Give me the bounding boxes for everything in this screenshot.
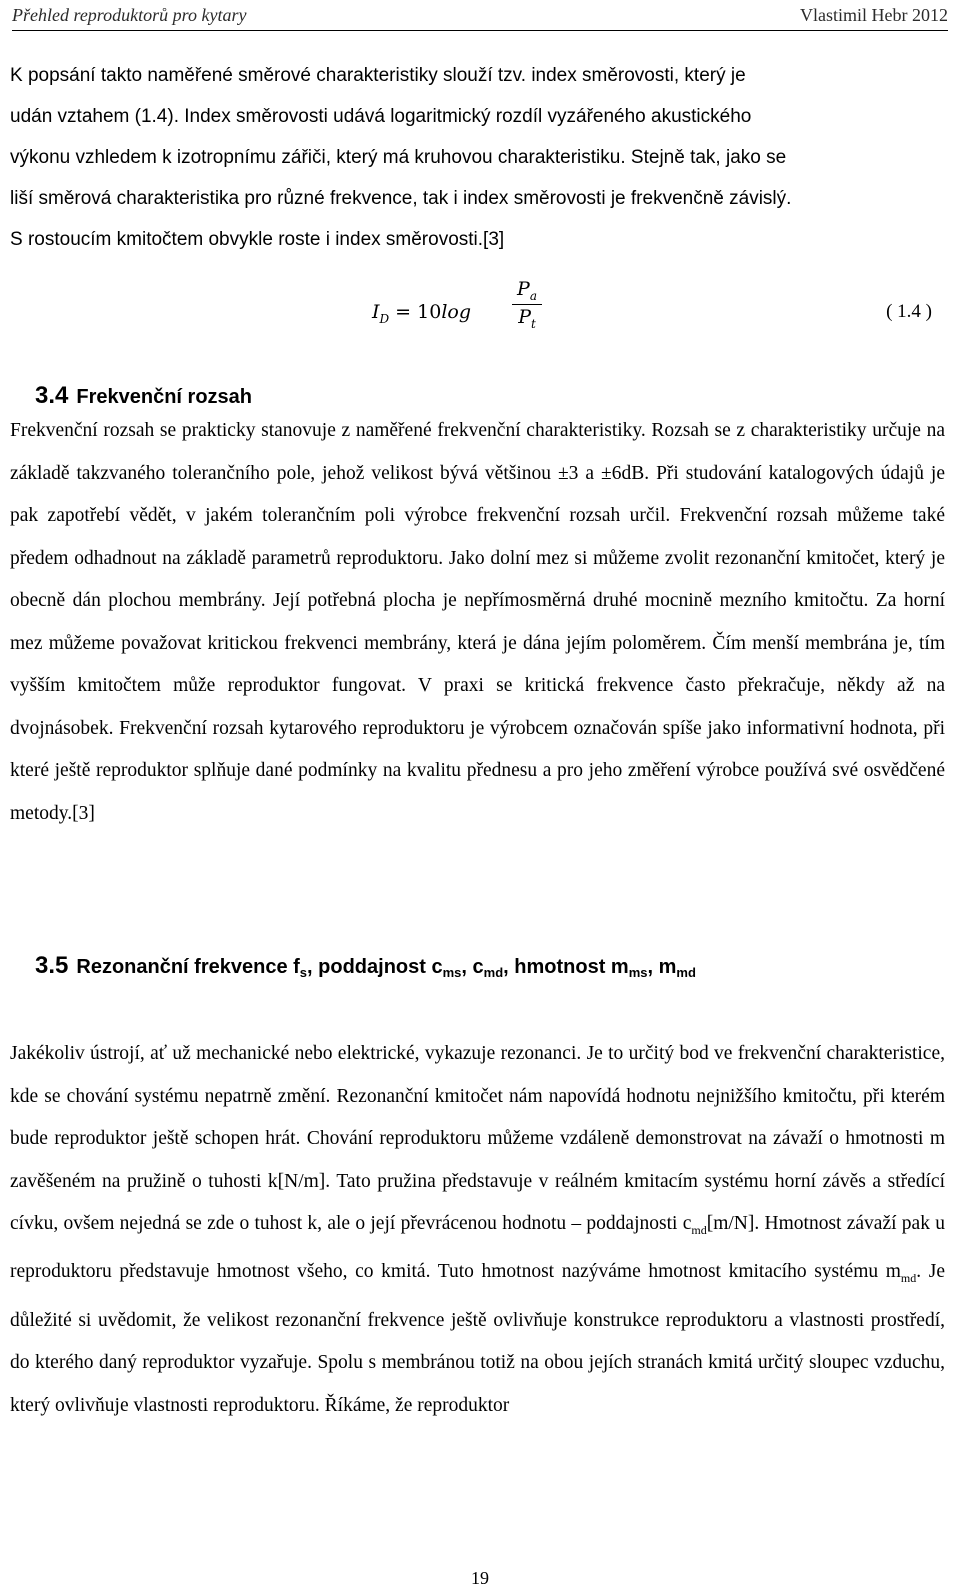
section-number: 3.4 <box>35 382 69 409</box>
equation-lhs <box>372 301 471 326</box>
intro-line-5: S rostoucím kmitočtem obvykle roste i index směrovosti.[3] <box>10 229 505 250</box>
intro-paragraph <box>10 55 945 260</box>
para-part-c: . Je důležité si uvědomit, že velikost rezonanční frekvence ještě ovlivňuje konstrukce reproduktoru a vlastnosti prostředí, do kterého daný reproduktor vyzařuje. Spolu s membránou totiž na obou jejích stranách kmitá určitý sloupec vzduchu, který ovlivňuje vlastnosti reproduktoru. Říkáme, že reproduktor <box>10 1261 945 1416</box>
section-3-4-paragraph: Frekvenční rozsah se prakticky stanovuje z naměřené frekvenční charakteristiky. Rozsah se z charakteristiky určuje na základě takzvaného tolerančního pole, jehož velikost bývá většinou ±3 a ±6dB. Při studování katalogových údajů je pak zapotřebí vědět, v jakém tolerančním poli výrobce frekvenční rozsah určil. Frekvenční rozsah můžeme také předem odhadnout na základě parametrů reproduktoru. Jako dolní mez si můžeme zvolit rezonanční kmitočet, který je obecně dán plochou membrány. Její potřebná plocha je nepřímosměrná druhé mocnině mezního kmitočtu. Za horní mez můžeme považovat kritickou frekvenci membrány, která je dána jejím poloměrem. Čím menší membrána je, tím vyšším kmitočtem může reproduktor fungovat. V praxi se kritická frekvence často překračuje, někdy až na dvojnásobek. Frekvenční rozsah kytarového reproduktoru je výrobcem označován spíše jako informativní hodnota, při které ještě reproduktor splňuje dané podmínky na kvalitu přednesu a pro jeho změření výrobce používá své osvědčené metody.[3] <box>10 420 945 824</box>
eq-num-sub: a <box>529 288 537 303</box>
equation-1-4 <box>0 278 960 348</box>
section-3-5-heading <box>35 952 696 980</box>
intro-line-3b: Stejně tak, jako se <box>630 147 787 168</box>
para-part-a: Jakékoliv ústrojí, ať už mechanické nebo elektrické, vykazuje rezonanci. Je to určitý bod ve frekvenční charakteristice, kde se chování systému nepatrně změní. Rezonanční kmitočet nám napovídá hodnotu nejnižšího kmitočtu, při kterém bude reproduktor ještě schopen hrát. Chování reproduktoru můžeme vzdáleně demonstrovat na závaží o hmotnosti m zavěšeném na pružině o tuhosti k[N/m]. Tato pružina představuje v reálném kmitacím systému horní závěs a středící cívku, ovšem nejedná se zde o tuhost k, ale o její převrácenou hodnotu – poddajnosti c <box>10 1043 945 1234</box>
para-part-b: [m/N]. Hmotnost závaží pak u reproduktoru představuje hmotnost všeho, co kmitá. Tuto hmotnost nazýváme hmotnost kmitacího systému m <box>10 1213 945 1283</box>
intro-line-4: liší směrová charakteristika pro různé frekvence, tak i index směrovosti je frekvenčně závislý. <box>10 188 792 209</box>
intro-line-1: K popsání takto naměřené směrové charakteristiky slouží tzv. index směrovosti, který je <box>10 65 746 86</box>
intro-line-3a: výkonu vzhledem k izotropnímu zářiči, který má kruhovou charakteristiku. <box>10 147 626 168</box>
sub-md: md <box>691 1222 707 1237</box>
equation-number: ( 1.4 ) <box>886 301 932 322</box>
page-header <box>12 0 948 31</box>
section-title: Frekvenční rozsah <box>76 386 252 408</box>
intro-line-3 <box>10 137 945 178</box>
eq-num-var: P <box>517 278 530 300</box>
eq-log: log <box>441 301 472 323</box>
eq-equals: = 10 <box>389 301 442 323</box>
page-number: 19 <box>471 1568 489 1588</box>
eq-var-i: I <box>372 301 380 323</box>
header-title: Přehled reproduktorů pro kytary <box>12 5 247 25</box>
sub-md: md <box>900 1271 917 1286</box>
section-title: Rezonanční frekvence $f_s$, poddajnost $c_{ms}$, $c_{md}$, hmotnost $m_{ms}$, $m_{md}$ <box>76 956 696 980</box>
equation-fraction <box>512 278 542 331</box>
eq-denominator <box>512 306 542 331</box>
section-3-5-paragraph <box>10 1033 945 1427</box>
eq-fraction-bar <box>512 304 542 305</box>
section-3-4-heading <box>35 382 252 410</box>
eq-sub-d: D <box>379 311 390 326</box>
section-number: 3.5 <box>35 952 69 979</box>
eq-numerator <box>512 278 542 303</box>
header-author-year: Vlastimil Hebr 2012 <box>800 5 948 25</box>
eq-den-var: P <box>518 305 531 328</box>
eq-den-sub: t <box>530 316 536 331</box>
intro-line-2: udán vztahem (1.4). Index směrovosti udává logaritmický rozdíl vyzářeného akustického <box>10 106 752 127</box>
